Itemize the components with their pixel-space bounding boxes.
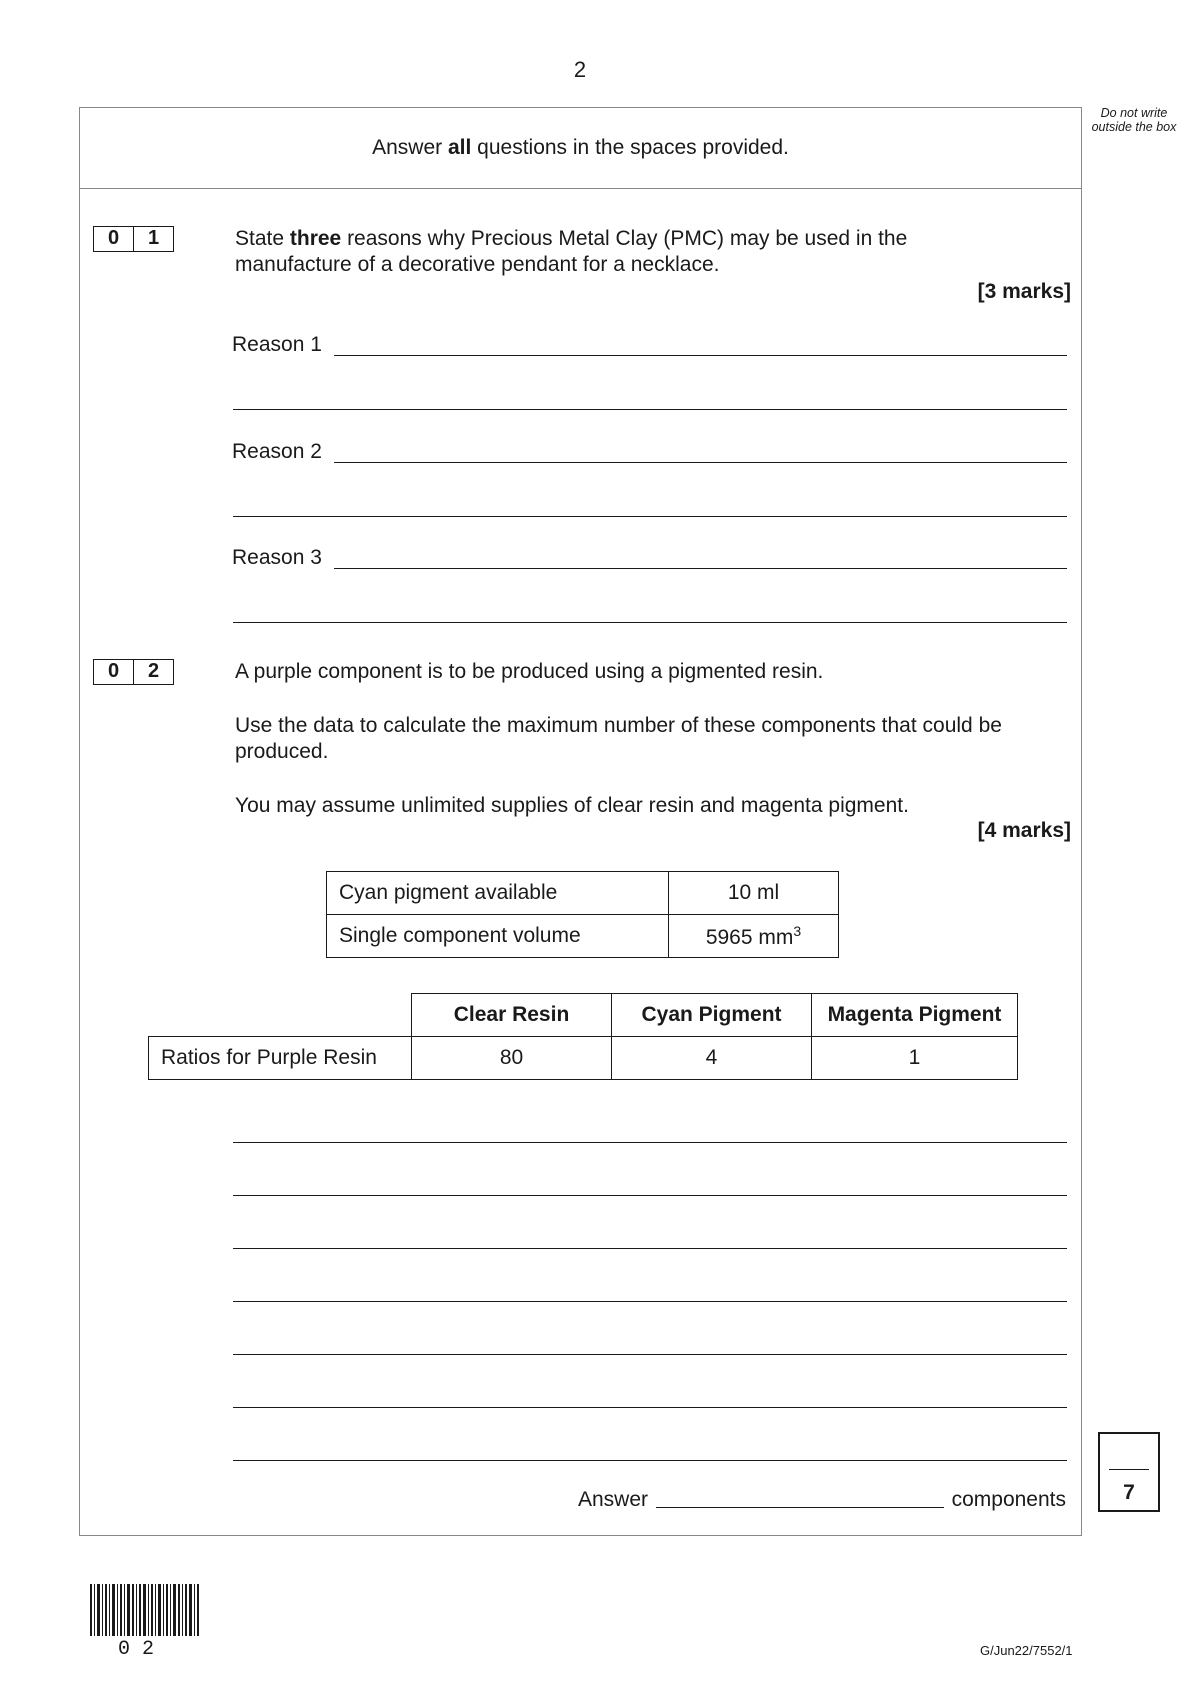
reason-2-label: Reason 2	[232, 440, 322, 463]
frame-divider	[79, 188, 1082, 189]
table-cell: 4	[612, 1037, 812, 1080]
question-number-digit: 0	[107, 660, 120, 682]
table-row	[149, 1037, 1018, 1080]
reason-1-answer-line[interactable]	[334, 355, 1067, 356]
question-2-marks: [4 marks]	[977, 819, 1071, 842]
question-number-digit: 1	[133, 227, 173, 251]
table-header: Magenta Pigment	[812, 994, 1018, 1037]
page-total-marks: 7	[1123, 1481, 1135, 1504]
working-line[interactable]	[233, 1248, 1067, 1249]
reason-3-answer-line[interactable]	[334, 568, 1067, 569]
ratio-table	[148, 993, 1018, 1080]
margin-note: Do not write outside the box	[1091, 106, 1177, 134]
pigment-data-table	[326, 871, 839, 958]
reason-1-label: Reason 1	[232, 333, 322, 356]
working-line[interactable]	[233, 1407, 1067, 1408]
working-line[interactable]	[233, 1460, 1067, 1461]
reason-1-answer-line-2[interactable]	[233, 409, 1067, 410]
score-dash	[1109, 1469, 1149, 1470]
table-header: Clear Resin	[412, 994, 612, 1037]
reason-3-answer-line-2[interactable]	[233, 622, 1067, 623]
question-number-digit: 2	[133, 660, 173, 684]
question-1-text: State three reasons why Precious Metal Clay (PMC) may be used in the manufacture of a decorative pendant for a necklace.	[235, 227, 908, 276]
question-2-text-3: You may assume unlimited supplies of clear resin and magenta pigment.	[235, 794, 909, 817]
barcode-icon	[90, 1584, 200, 1636]
working-line[interactable]	[233, 1142, 1067, 1143]
working-line[interactable]	[233, 1195, 1067, 1196]
table-cell-value: 5965 $mm^3$	[669, 915, 839, 958]
paper-reference-code: G/Jun22/7552/1	[980, 1643, 1073, 1658]
question-2-text-1: A purple component is to be produced using a pigmented resin.	[235, 660, 824, 683]
answer-frame	[79, 107, 1082, 1536]
table-empty-cell	[149, 994, 412, 1037]
reason-3-label: Reason 3	[232, 546, 322, 569]
answer-row	[578, 1488, 1066, 1512]
table-cell: 80	[412, 1037, 612, 1080]
question-1-number	[93, 226, 174, 252]
table-cell-value: 10 ml	[669, 872, 839, 915]
instruction: Answer all questions in the spaces provided.	[372, 136, 789, 159]
question-2-text-2: Use the data to calculate the maximum number of these components that could be produced.	[235, 714, 1002, 763]
reason-2-answer-line-2[interactable]	[233, 516, 1067, 517]
answer-input-line[interactable]	[656, 1507, 944, 1508]
page-number: 2	[573, 57, 587, 82]
table-row	[327, 915, 839, 958]
answer-label: Answer	[578, 1488, 649, 1511]
table-cell-label: Single component volume	[327, 915, 669, 958]
table-row	[327, 872, 839, 915]
table-cell-label: Cyan pigment available	[327, 872, 669, 915]
question-1-marks: [3 marks]	[977, 280, 1071, 303]
table-header: Cyan Pigment	[612, 994, 812, 1037]
table-row-label: Ratios for Purple Resin	[149, 1037, 412, 1080]
table-cell: 1	[812, 1037, 1018, 1080]
question-number-digit: 0	[107, 227, 120, 249]
question-2-number	[93, 659, 174, 685]
table-header-row	[149, 994, 1018, 1037]
working-line[interactable]	[233, 1301, 1067, 1302]
answer-unit: components	[951, 1488, 1066, 1511]
working-line[interactable]	[233, 1354, 1067, 1355]
barcode-number: 02	[118, 1638, 167, 1661]
reason-2-answer-line[interactable]	[334, 462, 1067, 463]
